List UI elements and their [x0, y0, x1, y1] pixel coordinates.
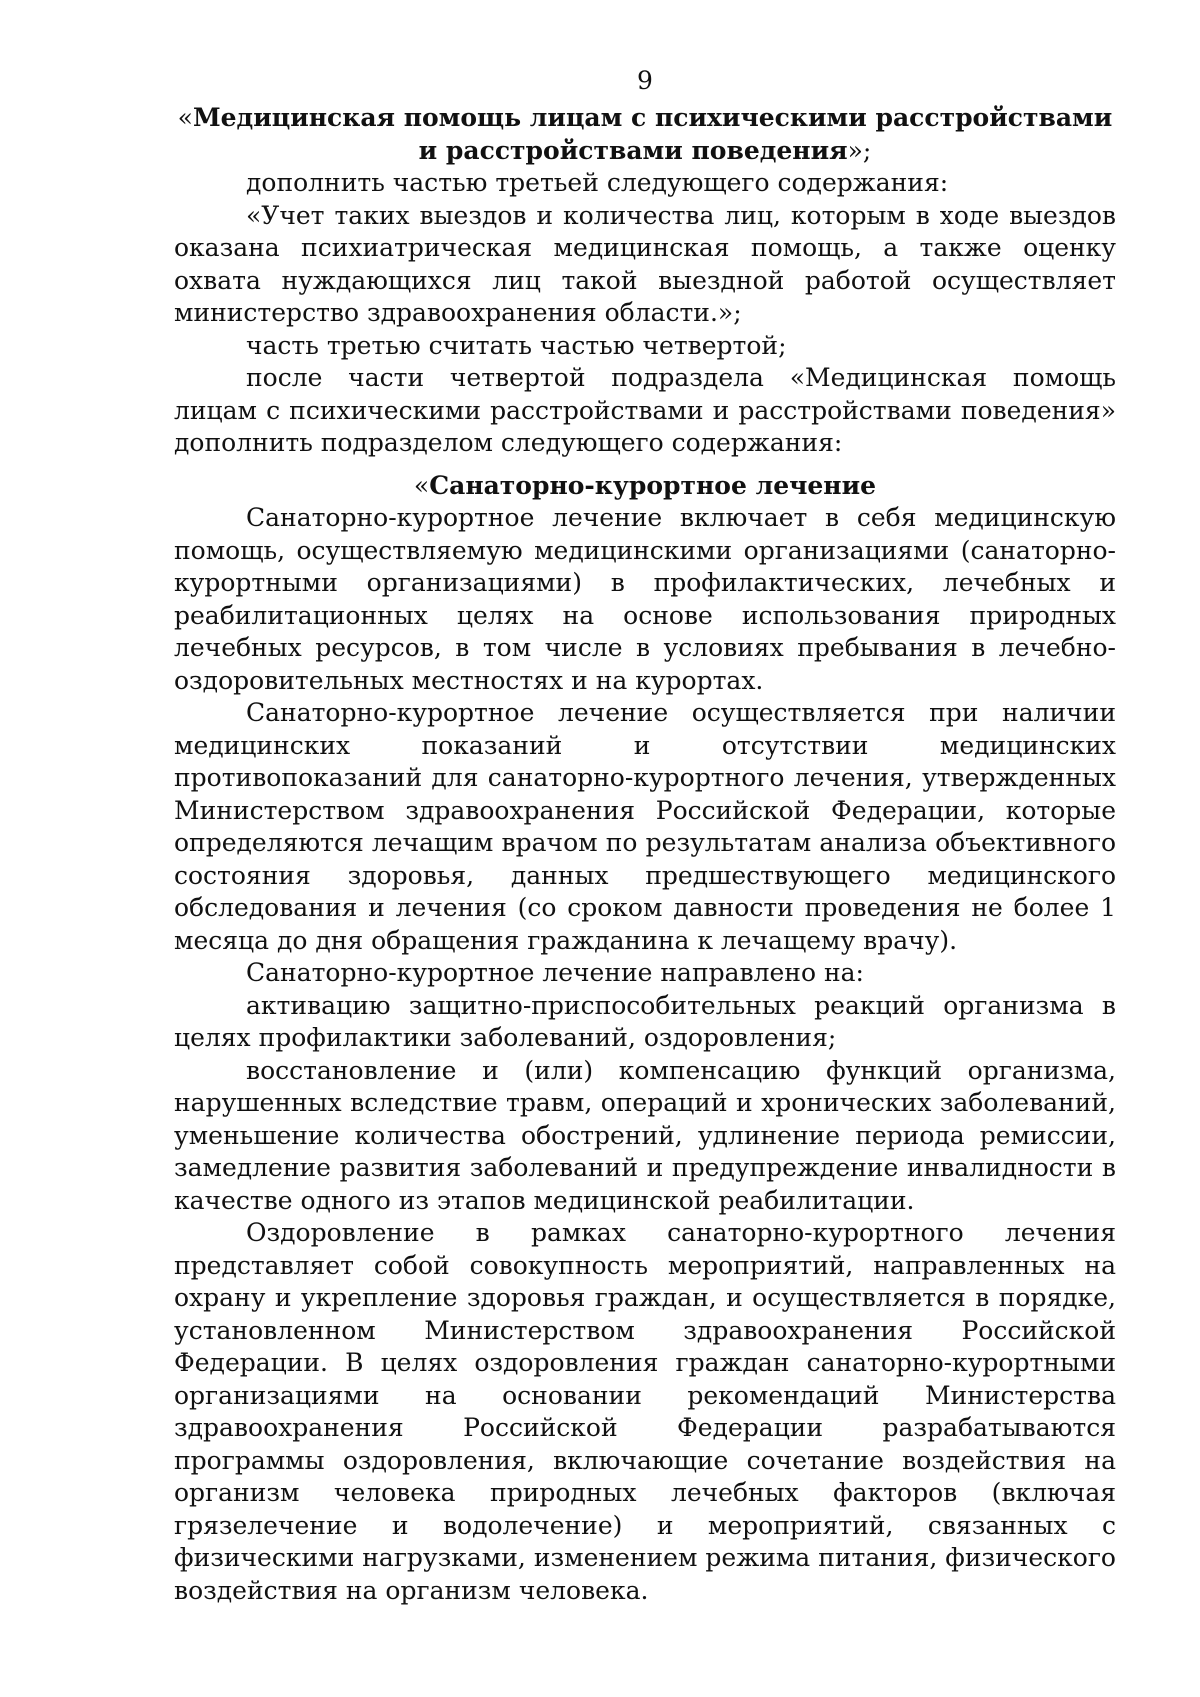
paragraph: Санаторно-курортное лечение направлено на: — [246, 958, 864, 987]
paragraph: активацию защитно-приспособительных реакций организма в целях профилактики заболеваний, оздоровления; — [174, 990, 1116, 1052]
paragraph: часть третью считать частью четвертой; — [246, 330, 787, 360]
paragraph: Санаторно-курортное лечение включает в себя медицинскую помощь, осуществляемую медицинскими организациями (санаторно-курортными организациями) в профилактических, лечебных и реабилитационных целях на основе использования природных лечебных ресурсов, в том числе в условиях пребывания в лечебно-оздоровительных местностях и на курортах. — [174, 503, 1116, 695]
paragraph: дополнить частью третьей следующего содержания: — [246, 168, 949, 197]
heading-open-quote: « — [413, 470, 430, 500]
heading-bold-text: Медицинская помощь лицам с психическими расстройствами и расстройствами поведения — [192, 103, 1113, 165]
paragraph: восстановление и (или) компенсацию функций организма, нарушенных вследствие травм, операций и хронических заболеваний, уменьшение количества обострений, удлинение периода ремиссии, замедление развития заболеваний и предупреждение инвалидности в качестве одного из этапов медицинской реабилитации. — [174, 1055, 1116, 1215]
section-heading-sanatorium — [174, 470, 1116, 503]
heading-close-quote: »; — [847, 135, 872, 165]
spacer — [174, 460, 1116, 470]
paragraph: «Учет таких выездов и количества лиц, которым в ходе выездов оказана психиатрическая медицинская помощь, а также оценку охвата нуждающихся лиц такой выездной работой осуществляет министерство здравоохранения области.»; — [174, 200, 1116, 327]
paragraph: Оздоровление в рамках санаторно-курортного лечения представляет собой совокупность мероприятий, направленных на охрану и укрепление здоровья граждан, и осуществляется в порядке, установленном Министерством здравоохранения Российской Федерации. В целях оздоровления граждан санаторно-курортными организациями на основании рекомендаций Министерства здравоохранения Российской Федерации разрабатываются программы оздоровления, включающие сочетание воздействия на организм человека природных лечебных факторов (включая грязелечение и водолечение) и мероприятий, связанных с физическими нагрузками, изменением режима питания, физического воздействия на организм человека. — [174, 1218, 1116, 1605]
heading-bold-text: Санаторно-курортное лечение — [429, 470, 877, 500]
paragraph: после части четвертой подраздела «Медицинская помощь лицам с психическими расстройствами и расстройствами поведения» дополнить подразделом следующего содержания: — [174, 363, 1116, 457]
page-number: 9 — [637, 66, 653, 95]
section-heading-mental-health — [174, 102, 1116, 167]
paragraph: Санаторно-курортное лечение осуществляется при наличии медицинских показаний и отсутствии медицинских противопоказаний для санаторно-курортного лечения, утвержденных Министерством здравоохранения Российской Федерации, которые определяются лечащим врачом по результатам анализа объективного состояния здоровья, данных предшествующего медицинского обследования и лечения (со сроком давности проведения не более 1 месяца до дня обращения гражданина к лечащему врачу). — [174, 698, 1116, 955]
heading-open-quote: « — [177, 103, 193, 132]
document-page — [174, 66, 1116, 1607]
